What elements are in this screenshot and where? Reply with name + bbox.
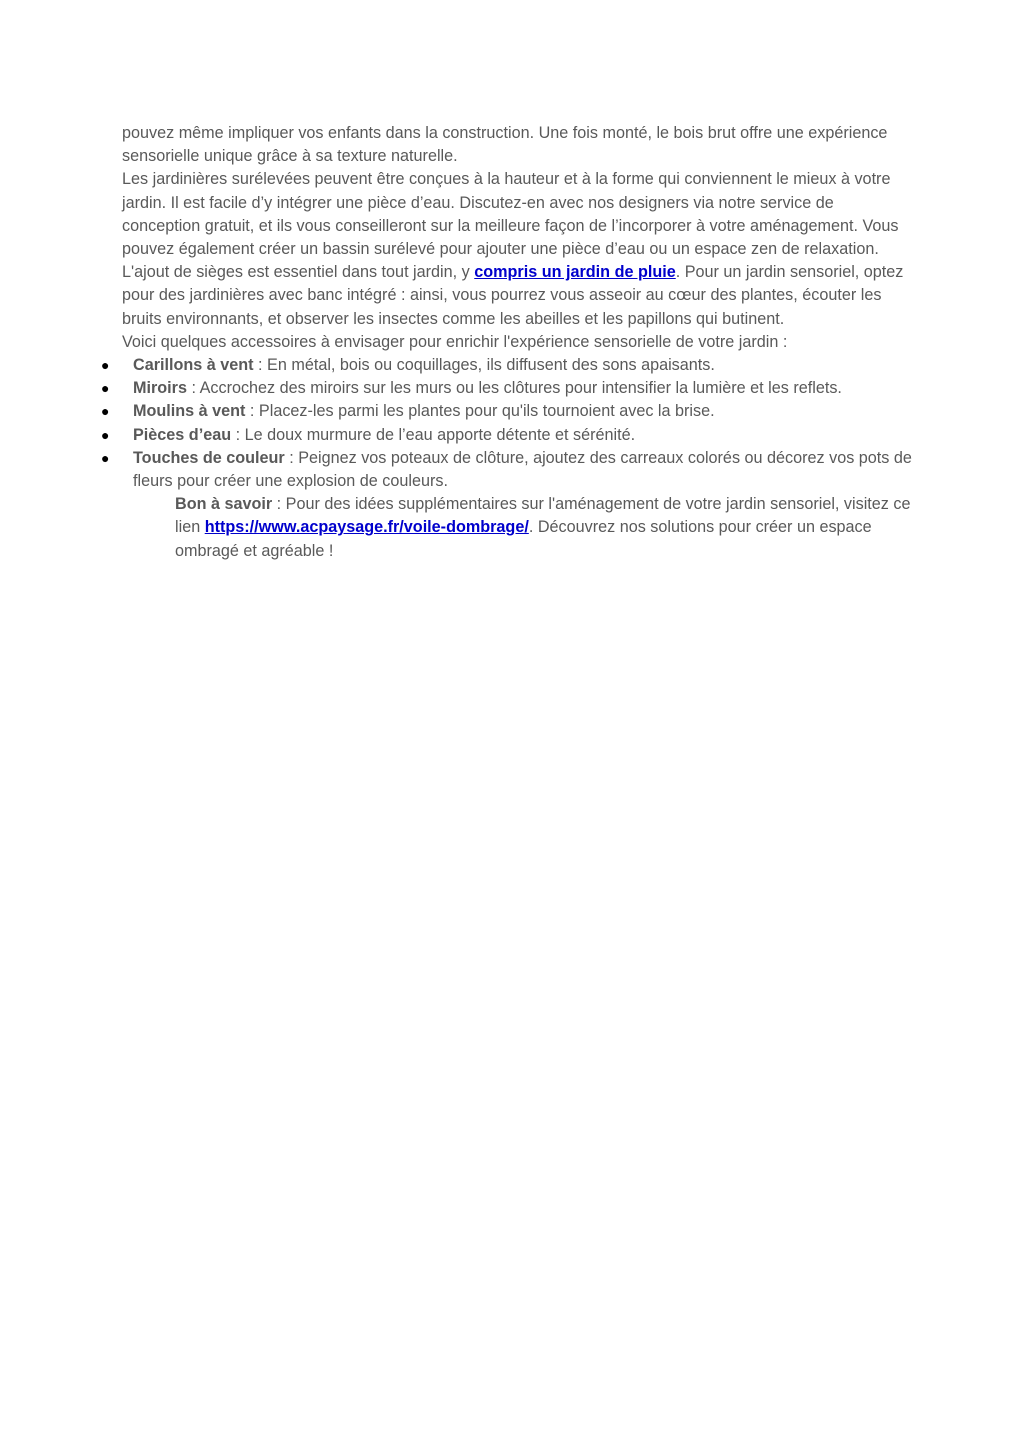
accessories-intro: Voici quelques accessoires à envisager pour enrichir l'expérience sensorielle de votre jardin : — [122, 332, 788, 351]
list-item-term: Pièces d’eau — [133, 425, 232, 444]
seating-text-before: L'ajout de sièges est essentiel dans tout jardin, y — [122, 263, 475, 282]
raised-beds-paragraph: Les jardinières surélevées peuvent être conçues à la hauteur et à la forme qui conviennent le mieux à votre jardin. Il est facile d’y intégrer une pièce d’eau. Discutez-en avec nos designers via notre service de conception gratuit, et ils vous conseilleront sur la meilleure façon de l’incorporer à votre aménagement. Vous pouvez également créer un bassin surélevé pour ajouter une pièce d’eau ou un espace zen de relaxation. — [122, 170, 899, 259]
rain-garden-link[interactable]: compris un jardin de pluie — [474, 263, 676, 282]
intro-paragraph: pouvez même impliquer vos enfants dans la construction. Une fois monté, le bois brut offre une expérience sensorielle unique grâce à sa texture naturelle. — [122, 124, 888, 166]
list-item-term: Carillons à vent — [133, 356, 254, 375]
list-item — [101, 400, 912, 423]
bullet-icon: ● — [101, 449, 110, 466]
list-item-text: : Le doux murmure de l’eau apporte détente et sérénité. — [231, 425, 636, 444]
document-body — [101, 122, 912, 563]
list-item-text: : Placez-les parmi les plantes pour qu'ils tournoient avec la brise. — [245, 402, 715, 421]
tip-note — [122, 493, 912, 563]
list-item — [101, 447, 912, 493]
list-item-text: : En métal, bois ou coquillages, ils diffusent des sons apaisants. — [253, 356, 715, 375]
tip-text-after: . Découvrez nos solutions pour créer un espace ombragé et agréable ! — [175, 518, 872, 560]
list-item-term: Moulins à vent — [133, 402, 246, 421]
seating-text-after: . Pour un jardin sensoriel, optez pour des jardinières avec banc intégré : ainsi, vous pourrez vous asseoir au cœur des plantes, écouter les bruits environnants, et observer les insectes comme les abeilles et les papillons qui butinent. — [122, 263, 904, 328]
seating-paragraph — [122, 261, 912, 331]
bullet-icon: ● — [101, 380, 110, 397]
list-item — [101, 354, 912, 377]
tip-text-before: : Pour des idées supplémentaires sur l'aménagement de votre jardin sensoriel, visitez ce lien — [175, 495, 911, 537]
tip-term: Bon à savoir — [175, 495, 273, 514]
list-item-text: : Peignez vos poteaux de clôture, ajoutez des carreaux colorés ou décorez vos pots de fleurs pour créer une explosion de couleurs. — [133, 448, 912, 491]
bullet-icon: ● — [101, 357, 110, 374]
bullet-icon: ● — [101, 426, 110, 443]
list-item — [101, 424, 912, 447]
bullet-icon: ● — [101, 403, 110, 420]
list-item-text: : Accrochez des miroirs sur les murs ou les clôtures pour intensifier la lumière et les reflets. — [186, 379, 842, 398]
accessories-list — [101, 354, 912, 493]
list-item-term: Touches de couleur — [133, 448, 285, 467]
list-item — [101, 377, 912, 400]
shade-sail-link[interactable]: https://www.acpaysage.fr/voile-dombrage/ — [204, 518, 529, 537]
list-item-term: Miroirs — [133, 379, 187, 398]
